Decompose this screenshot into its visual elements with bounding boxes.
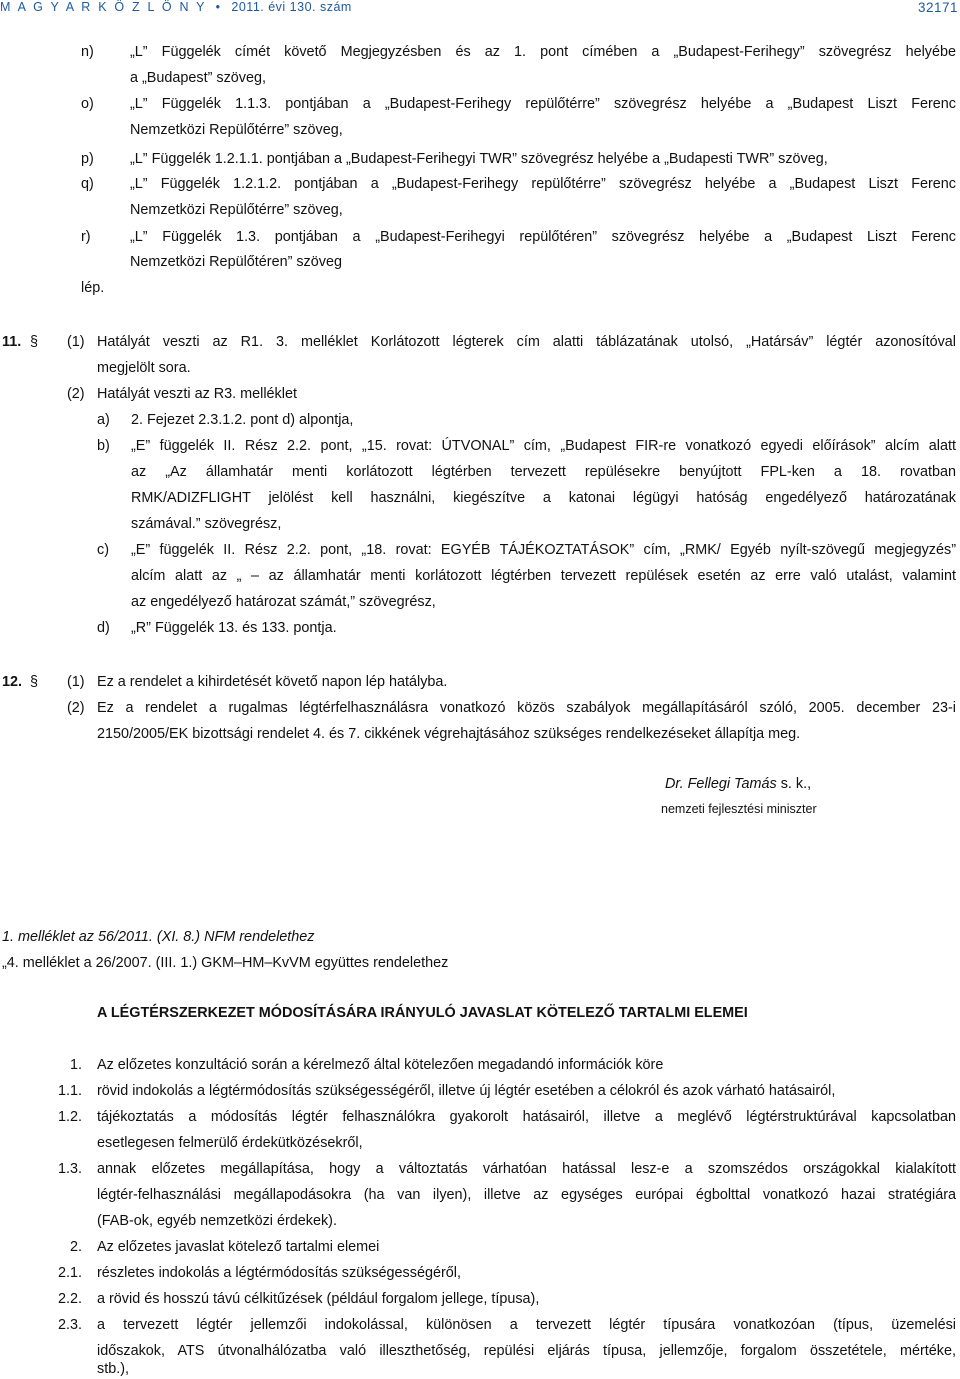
annex-subtitle: „4. melléklet a 26/2007. (III. 1.) GKM–HM–KvVM együttes rendelethez (2, 955, 449, 971)
paragraph-marker: (1) (67, 334, 85, 350)
signatory-name: Dr. Fellegi Tamás (665, 776, 777, 792)
item-marker: n) (81, 44, 94, 60)
signatory-title: nemzeti fejlesztési miniszter (661, 802, 817, 816)
list-number: 2.3. (57, 1317, 82, 1333)
item-line: „L” Függelék 1.2.1.1. pontjában a „Budapest-Ferihegyi TWR” szövegrész helyébe a „Budapesti TWR” szöveg, (130, 151, 828, 167)
item-line: Nemzetközi Repülőtéren” szöveg (130, 254, 342, 270)
lep-text: lép. (81, 280, 105, 296)
paragraph-marker: (2) (67, 386, 85, 402)
list-line: (FAB-ok, egyéb nemzetközi érdekek). (97, 1213, 337, 1229)
list-number: 1.2. (57, 1109, 82, 1125)
sub-item-marker: c) (97, 542, 109, 558)
signatory-line (665, 775, 811, 793)
item-line: „L” Függelék címét követő Megjegyzésben és az 1. pont címében a „Budapest-Ferihegy” szövegrész helyébe (130, 44, 956, 60)
section-sign: § (30, 334, 39, 350)
item-line: Nemzetközi Repülőtérre” szöveg, (130, 202, 343, 218)
paragraph-line: 2150/2005/EK bizottsági rendelet 4. és 7. cikkének végrehajtásához szükséges rendelkezéseket állapítja meg. (97, 726, 801, 742)
list-line: tájékoztatás a módosítás légtér felhasználókra gyakorolt hatásairól, illetve a meglévő légtérstruktúrával kapcsolatban (97, 1109, 956, 1125)
list-line: esetlegesen felmerülő érdekütközésekről, (97, 1135, 363, 1151)
list-line: annak előzetes megállapítása, hogy a változtatás várhatóan hatással lesz-e a szomszédos országokkal kialakított (97, 1161, 956, 1177)
sub-item-line: alcím alatt az „ – az államhatár menti korlátozott légtérben tervezett repülések esetén az erre való utalást, valamint (131, 568, 956, 584)
header-bullet: • (215, 0, 223, 14)
list-number: 1.1. (57, 1083, 82, 1099)
sub-item-marker: b) (97, 438, 110, 454)
sub-item-line: „E” függelék II. Rész 2.2. pont, „15. rovat: ÚTVONAL” cím, „Budapest FIR-re vonatkozó egyedi előírások” alcím alatt (131, 438, 956, 454)
page-header (0, 0, 960, 18)
signatory-suffix: s. k., (776, 776, 812, 792)
sub-item-line: „R” Függelék 13. és 133. pontja. (131, 620, 337, 636)
list-number: 2.2. (57, 1291, 82, 1307)
paragraph-marker: (1) (67, 674, 85, 690)
sub-item-line: 2. Fejezet 2.3.1.2. pont d) alpontja, (131, 412, 354, 428)
sub-item-line: az „Az államhatár menti korlátozott légtérben tervezett repülésekre benyújtott FPL-ken a 18. rovatban (131, 464, 956, 480)
list-line: rövid indokolás a légtérmódosítás szükségességéről, illetve új légtér esetében a célokról és azok várható hatásairól, (97, 1083, 836, 1099)
sub-item-marker: d) (97, 620, 110, 636)
paragraph-line: Hatályát veszti az R3. melléklet (97, 386, 297, 402)
paragraph-line: Ez a rendelet a kihirdetését követő napon lép hatályba. (97, 674, 448, 690)
publication-name: M A G Y A R K Ö Z L Ö N Y (0, 0, 207, 14)
page-number: 32171 (917, 0, 958, 15)
list-line: időszakok, ATS útvonalhálózatba való illeszthetőség, repülési eljárás típusa, jellemzője, forgalom összetétele, mértéke, (97, 1343, 956, 1359)
item-marker: o) (81, 96, 94, 112)
list-number: 2. (69, 1239, 82, 1255)
section-number: 11. (2, 334, 22, 350)
list-line: a tervezett légtér jellemzői indokolással, különösen a tervezett légtér típusára vonatkozóan (típus, üzemelési (97, 1317, 956, 1333)
list-number: 2.1. (57, 1265, 82, 1281)
annex-heading: A LÉGTÉRSZERKEZET MÓDOSÍTÁSÁRA IRÁNYULÓ JAVASLAT KÖTELEZŐ TARTALMI ELEMEI (97, 1005, 748, 1021)
item-line: „L” Függelék 1.3. pontjában a „Budapest-Ferihegyi repülőtéren” szövegrész helyébe a „Budapest Liszt Ferenc (130, 229, 956, 245)
item-marker: q) (81, 176, 94, 192)
paragraph-line: megjelölt sora. (97, 360, 191, 376)
list-line: részletes indokolás a légtérmódosítás szükségességéről, (97, 1265, 461, 1281)
list-line: a rövid és hosszú távú célkitűzések (például forgalom jellege, típusa), (97, 1291, 540, 1307)
sub-item-line: „E” függelék II. Rész 2.2. pont, „18. rovat: EGYÉB TÁJÉKOZTATÁSOK” cím, „RMK/ Egyéb nyílt-szövegű megjegyzés” (131, 542, 956, 558)
sub-item-line: RMK/ADIZFLIGHT jelölést kell használni, kiegészítve a katonai légügyi hatóság engedélyező határozatának (131, 490, 956, 506)
item-line: a „Budapest” szöveg, (130, 70, 266, 86)
issue-label: 2011. évi 130. szám (231, 0, 352, 14)
item-line: „L” Függelék 1.2.1.2. pontjában a „Budapest-Ferihegy repülőtérre” szövegrész helyébe a „Budapest Liszt Ferenc (130, 176, 956, 192)
list-line: stb.), (97, 1361, 129, 1377)
section-sign: § (30, 674, 39, 690)
paragraph-marker: (2) (67, 700, 85, 716)
sub-item-line: az engedélyező határozat számát,” szövegrész, (131, 594, 436, 610)
item-marker: p) (81, 151, 94, 167)
sub-item-marker: a) (97, 412, 110, 428)
list-line: Az előzetes javaslat kötelező tartalmi elemei (97, 1239, 380, 1255)
item-line: Nemzetközi Repülőtérre” szöveg, (130, 122, 343, 138)
list-line: Az előzetes konzultáció során a kérelmező által kötelezően megadandó információk köre (97, 1057, 664, 1073)
item-line: „L” Függelék 1.1.3. pontjában a „Budapest-Ferihegy repülőtérre” szövegrész helyébe a „Budapest Liszt Ferenc (130, 96, 956, 112)
paragraph-line: Ez a rendelet a rugalmas légtérfelhasználásra vonatkozó közös szabályok megállapításáról szóló, 2005. december 23-i (97, 700, 956, 716)
annex-title: 1. melléklet az 56/2011. (XI. 8.) NFM rendelethez (2, 929, 315, 945)
paragraph-line: Hatályát veszti az R1. 3. melléklet Korlátozott légterek cím alatti táblázatának utolsó, „Határsáv” légtér azonosítóval (97, 334, 956, 350)
section-number: 12. (2, 674, 23, 690)
list-number: 1.3. (57, 1161, 82, 1177)
list-line: légtér-felhasználási megállapodásokra (ha van ilyen), illetve az egységes európai égbolttal vonatkozó hazai stratégiára (97, 1187, 956, 1203)
header-publication (0, 0, 352, 14)
list-number: 1. (69, 1057, 82, 1073)
item-marker: r) (81, 229, 91, 245)
sub-item-line: számával.” szövegrész, (131, 516, 282, 532)
